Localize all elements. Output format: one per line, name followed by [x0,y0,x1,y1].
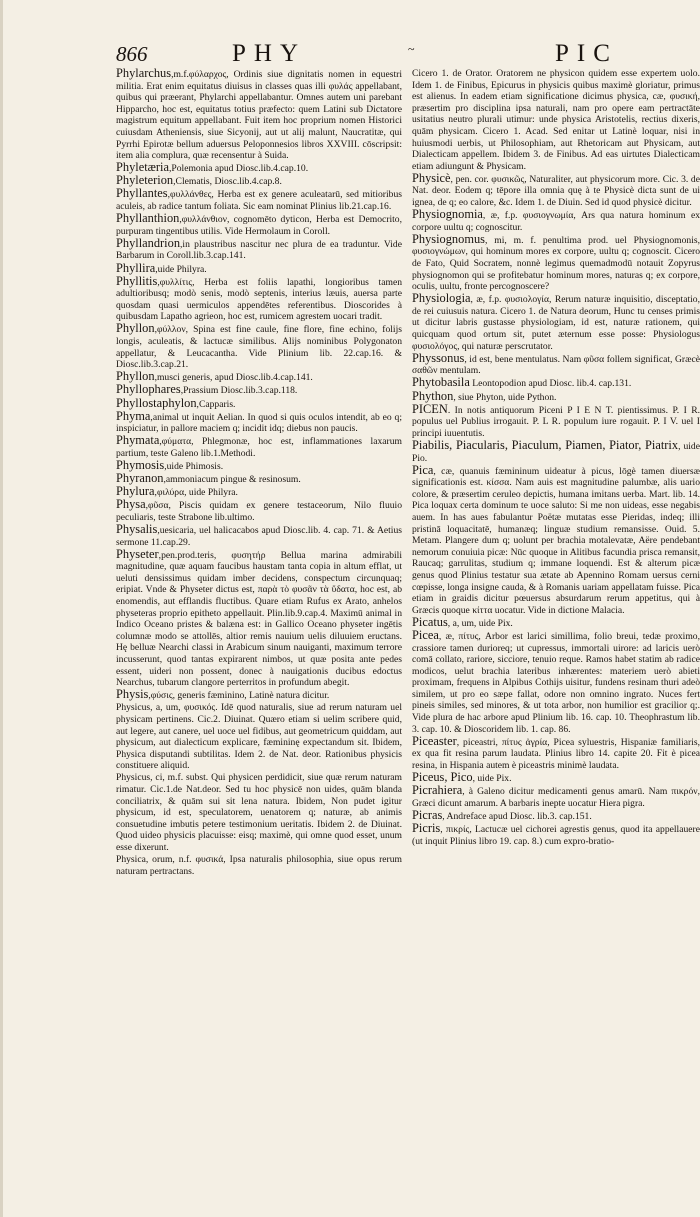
entry-headword: Phymosis [116,458,165,472]
dictionary-entry [116,235,402,262]
entry-text: , piceastri, πίτυς ἀγρία, Picea syluestris, Hispaniæ familiaris, ex qua fit resina parum laudata. Plinius libro 14. capite 20. Fit è picea resina, in Hispania autem è piceastris minimè laudata. [412,736,700,771]
entry-text: , Andreface apud Diosc. lib.3. cap.151. [442,810,592,822]
entry-headword: Physalis [116,521,158,536]
entry-text: ,φύματα, Phlegmonæ, hoc est, inflammationes laxarum partium, teste Galeno lib.1.Methodi. [116,436,402,459]
entry-text: , à Galeno dicitur medicamenti genus amarū. Nam πικρόν, Græci dicunt amarum. A barbaris inepte uocatur Hiera pigra. [412,786,700,809]
entry-headword: Phyllon [116,321,155,336]
entry-text: ,m.f.φύλαρχος, Ordinis siue dignitatis nomen in equestri militia. Erat enim equitatus diuisus in classes quas illi φυλάς appellabant, quibus qui præerant, Phylarchi appellabantur. Omnes autem uni parebant Hipparcho, hoc est, equitatus totius præfecto: quem Latini sub Dictatore magistrum equitum appellabant. Fuit item hoc proprium nomen Historici cuiusdam Atheniensis, siue Sicyonij, aut ut alij malunt, Naucratitæ, qui Pyrrhi Epirotæ bellum aduersus Peloponnesios libros XXVIII. cōscripsit: item alia complura, quæ recensentur à Suida. [116,69,402,162]
entry-headword: Phyllira [116,260,156,275]
entry-headword: Piabilis, Piacularis, Piaculum, Piamen, Piator, Piatrix [412,437,679,452]
dictionary-entry [412,462,700,617]
entry-headword: Physiognomia [412,207,483,222]
dictionary-entry [412,350,700,377]
entry-headword: Phylarchus [116,68,172,80]
dictionary-entry [116,395,402,411]
page-header [0,40,700,68]
text-columns [116,68,700,1205]
entry-text: Leontopodion apud Diosc. lib.4. cap.131. [469,378,632,390]
entry-text: ,animal ut inquit Aelian. In quod si quis oculos intendit, ab eo q; inspiciatur, in pallore maciem q; incidit idq; diebus non paucis. [116,411,402,435]
dictionary-entry [116,473,402,486]
entry-text: ,φυλλάνθες, Herba est ex genere aculeatarū, sed mitioribus aculeis, ab radice tantum foliata. Sic eam nominat Plinius lib.21.cap.16. [116,189,402,213]
entry-text: , æ, πίτυς, Arbor est larici simillima, folio breui, tedæ proximo, crassiore tamen durioreq; ut cupressus, immortali uirore: ad laricis uerò comā collato, rariore, sicciore, tenuio reque. Ramos habet statim ab radice modicos, uelut brachia lateribus inhærentes: materiem uerò abieti proximam, frequens in Alpibus Cothijs uisitur, fundens resinam thuri adeò similem, ut pro eo sæpe fallat, odore non omnino ingrato. Nuces fert pineis similes, sed minores, & ut tota arbor, non humilior est gracilior q;. Vide plura de hac arbore apud Plinium lib. 16. cap. 10. Theophrastum lib. 3. cap. 10. & Dioscoridem lib. 1. cap. 86. [412,630,700,735]
page-number: 866 [116,42,148,66]
dictionary-entry [116,213,402,237]
entry-text: ,φυλλάνθιον, cognomēto dyticon, Herba est Democrito, purpuram tingentibus utilis. Vide Hermolaum in Coroll. [116,214,402,237]
entry-text: ,φύλλον, Spina est fine caule, fine flore, fine echino, folijs longis, aculeatis, & lactucæ similibus. Alijs nominibus Polygonaton appellatur, & Leucacantha. Vide Plinium lib. 22.cap.16. & Diosc.lib.3.cap.21. [116,324,402,371]
entry-headword: Physa [116,497,146,512]
entry-text: ,in plaustribus nascitur nec plura de ea traduntur. Vide Barbarum in Coroll.lib.3.cap.141. [116,238,402,262]
entry-headword: Phylura [116,484,155,499]
entry-text: ,Prassium Diosc.lib.3.cap.118. [180,385,298,397]
entry-headword: Phyma [116,408,151,423]
entry-text: ,φῦσα, Piscis quidam ex genere testaceorum, Nilo fluuio peculiaris, teste Strabone lib.ultimo. [116,500,402,523]
entry-text: , æ, f.p. φυσιολογία, Rerum naturæ inquisitio, disceptatio, de rei cuiusuis natura. Cicero 1. de Natura deorum, Hunc tu censes primis ut dicitur labris gustasse physiologiam, id est, naturæ rationem, qui quicquam quod ortum sit, putet æternum esse posse: Physiologus φυσιολόγος, qui naturæ perscrutator. [412,294,700,352]
entry-headword: Physeter [116,546,159,561]
entry-headword: Picrahiera [412,783,463,798]
entry-text: , pen. cor. φυσικῶς, Naturaliter, aut physicorum more. Cic. 3. de Nat. deor. Eodem q; tēpore illa omnia quę à te Physicè dicta sunt de ui ignea, de q; eo calore, &c. Idem 1. de Diuin. Sed id quod physicè dicitur. [412,173,700,209]
dictionary-entry [116,521,402,548]
dictionary-entry [116,689,402,702]
dictionary-entry [412,401,700,440]
dictionary-entry [412,388,700,404]
dictionary-entry [412,209,700,233]
dictionary-entry [412,293,700,352]
dictionary-entry [116,260,402,276]
entry-text: Physica, orum, n.f. φυσικά, Ipsa naturalis philosophia, siue opus rerum naturam pertractans. [116,854,402,877]
dictionary-entry [116,546,402,689]
entry-text: . In notis antiquorum Piceni P I E N T. pientissimus. P. I R. populus uel Publius irrogauit. P. L R. populum iure rogauit. P. I V. uel I principi iuuentutis. [412,404,700,439]
dictionary-entry [412,627,700,735]
entry-headword: Picea [412,627,439,642]
dictionary-entry [116,499,402,523]
dictionary-entry [116,854,402,877]
running-head-right: PIC [555,40,618,67]
entry-headword: Phyllon [116,369,155,384]
entry-text: , uide Pix. [472,773,512,785]
entry-headword: Physis [116,687,149,702]
dictionary-entry [412,733,700,772]
entry-text: ,ammoniacum pingue & resinosum. [163,474,301,486]
entry-headword: Phytobasila [412,375,470,390]
dictionary-entry [412,170,700,209]
entry-headword: Phyleterion [116,173,174,188]
entry-headword: Piceaster [412,733,457,748]
running-head-left: PHY [232,40,307,67]
entry-text: ,φυλλίτις, Herba est foliis lapathi, longioribus tamen adultioribusq; modò senis, modò septenis, interius læuis, auersa parte quosdam quasi uermiculos appendētes referentibus. Dioscorides à quibusdam Lapatho agrieon, hoc est, rumicem agrestem uocari tradit. [116,276,402,323]
entry-text: , πικρίς, Lactucæ uel cichorei agrestis genus, quod ita appellauere (ut inquit Plinius libro 19. cap. 8.) cum expro-bratio- [412,823,700,847]
entry-text: , mi, m. f. penultima prod. uel Physiognomonis, φυσιογνώμων, qui hominum mores ex corpore, uultu q; cognoscit. Cicero de Fato, Quid Socratem, nonnè legimus quemadmodū notauit Zopyrus physiognomon qui se profitebatur hominum mores, naturas q; ex corpore, oculis, uultu, fronte percognoscere? [412,234,700,293]
dictionary-entry [412,820,700,847]
dictionary-entry [116,273,402,323]
entry-text: ,pen.prod.teris, φυσητήρ Bellua marina admirabili magnitudine, quæ aquam faucibus haustam tanta copia in altum efflat, ut ueluti densissimus quidam imber decidens, conspectum circunquaq; eripiat. Vnde & Physeter dictus est, παρὰ τὸ φυσᾶν τὰ ὕδατα, hoc est, ab enomendis, aut efflandis fluctibus. Quare etiam Rufus ex Arato, anhelos physeteras proprio epitheto appellauit. Plin.lib.9.cap.4. Maximū animal in Indico Oceano pristes & balæna est: in Gallico Oceano physeter ingētis columnæ modo se attollēs, altior remis nauium uelis diluuiem eructans. Hę belluæ Nearchi classi in Arabicum sinum nauiganti, maximum terrore incusserunt, quod tantas expirarent nimbos, ut quæ posita ante pedes essent, uideri non possent, donec à nauigationis ducibus edoctus Nearchus, tubarum clangore perterritos in profundum abegit. [116,549,402,689]
dictionary-entry [412,807,700,823]
entry-text: , a, um, uide Pix. [447,617,513,629]
entry-headword: Picras [412,807,443,822]
entry-headword: Picatus [412,614,448,629]
entry-headword: Phyllostaphylon [116,395,197,410]
dictionary-entry [116,702,402,772]
entry-text: ,uide Phimosis. [164,461,224,472]
dictionary-entry [116,188,402,212]
entry-text: ,musci generis, apud Diosc.lib.4.cap.141. [154,372,313,384]
entry-text: ,uesicaria, uel halicacabos apud Diosc.lib. 4. cap. 71. & Aetius sermone 11.cap.29. [116,524,402,548]
page-spine-shadow [0,0,3,1217]
entry-headword: Physsonus [412,350,465,365]
dictionary-entry [116,68,402,162]
entry-text: ,φιλύρα, uide Philyra. [154,487,238,499]
entry-text: , siue Phyton, uide Python. [453,391,557,403]
dictionary-entry [412,68,700,172]
dictionary-entry [412,785,700,809]
entry-text: , cæ, quanuis fæmininum uideatur à picus, lōgè tamen diuersæ significationis est. κίσσα. Nam auis est magnitudine palumbæ, alis uario colore, & præsertim ceruleo depictis, humana imitans uerba. Mart. lib. 14. Pica loquax certa dominum te uoce saluto: Si me non uideas, esse negabis auem. In has aues fabulantur Poëtæ mutatas esse Pieridas, indeq; illi pristinā loquacitatē, humanæq; linguæ studium remansisse. Ouid. 5. Metam. Plangere dum q; uolunt per brachia motalevatæ, Aëre pendebant nemorum conuiuia picæ: Nūc quoque in Alitibus facundia prisca remansit, Raucaq; garrulitas, studium q; immane loquendi. Est & alterum picæ genus quod Plinius testatur sua ætate ab Apennino Romam uersus cerni cœpisse, longa insigne cauda, & à Romanis uariam appellatam fuisse. Pica etiam in graidis dicitur pœuersus absurdarum rerum appetitus, qui à Græcis quoque κίττα uocatur. Vide in dictione Malacia. [412,465,700,616]
dictionary-entry [412,231,700,293]
entry-text: ,Clematis, Diosc.lib.4.cap.8. [173,176,282,188]
dictionary-entry [412,377,700,390]
entry-text: ,φύσις, generis fæminino, Latinè natura dicitur. [148,690,330,702]
entry-headword: Phyllitis [116,273,158,288]
dictionary-entry [116,486,402,499]
entry-headword: Physiognomus [412,231,485,246]
dictionary-entry [116,323,402,370]
entry-headword: Physiologia [412,291,471,306]
entry-headword: Pica [412,462,434,477]
entry-text: , æ, f.p. φυσιογνωμία, Ars qua natura hominum ex corpore uultu q; cognoscitur. [412,210,700,233]
entry-headword: Phyllanthion [116,211,180,226]
dictionary-entry [116,435,402,459]
right-column [412,68,700,1205]
dictionary-entry [116,408,402,435]
dictionary-entry [412,614,700,630]
entry-headword: Phyletæria [116,160,169,175]
printer-mark: ~ [408,42,415,56]
entry-text: ,uide Philyra. [155,263,207,275]
entry-headword: Piceus, Pico [412,770,473,785]
entry-headword: Phymata [116,433,160,448]
entry-text: Cicero 1. de Orator. Oratorem ne physicon quidem esse expertem uolo. Idem 1. de Finibus, Epicurus in physicis quibus maximè gloriatur, primus est alienus. In eadem etiam significatione dicimus physica, cæ, φυσική, præsertim pro disciplina ipsa naturali, nam pro opere eam pertractāte usitatius neutro plurali utimur: unde physica Aristotelis, rectius dixeris, quām physicam. Cicero 1. Acad. Sed enitar ut Latinè loquar, nisi in huiusmodi uerbis, ut Philosophiam, aut Rhetoricam aut Physicam, aut Dialecticam appellem. Ibidem 3. de Finibus. Ad eas uirtutes Dialecticam etiam adiungunt & Physicam. [412,68,700,172]
entry-headword: Picris [412,820,441,835]
left-column [116,68,402,1205]
entry-text: , id est, bene mentulatus. Nam φῦσα follem significat, Græcè σαθῶν mentulam. [412,353,700,377]
entry-headword: PICEN [412,401,448,416]
dictionary-entry [116,772,402,853]
entry-headword: Physicè [412,170,451,185]
entry-text: , uide Pio. [412,440,700,464]
entry-headword: Phyllantes [116,186,168,201]
entry-text: ,Polemonia apud Diosc.lib.4.cap.10. [169,163,309,175]
entry-text: Physicus, ci, m.f. subst. Qui physicen perdidicit, siue quæ rerum naturam rimatur. Cic.1.de Nat.deor. Sed tu hoc physicē non uides, quām blanda conciliatrix, & quām sui sit lena natura. Ibidem, Non pudet igitur physicum, id est, speculatorem, uenatorem q; naturæ, ab animis consuetudine imbutis petere testimonium ueritatis. Ibidem 2. de Diuinat. Quod uideo physicis placuisse: eisq; maximè, qui omne quod esset, unum esse dixerunt. [116,772,402,853]
entry-headword: Phython [412,388,454,403]
entry-headword: Phyllophares [116,382,181,397]
entry-text: Physicus, a, um, φυσικός. Idē quod naturalis, siue ad rerum naturam uel physicam pertinens. Cic.2. Diuinat. Quæro etiam si uelim scribere quid, aut legere, aut canere, uel uoce uel fidibus, aut geometricum quiddam, aut physicum, aut dialecticum explicare, fæmininę expectandum sit. Ibidem, Physica disputandi subtilitas. Idem 2. de Nat. deor. Rationibus physicis constituere aliquid. [116,702,402,772]
entry-text: ,Capparis. [196,398,236,410]
entry-headword: Phyllandrion [116,235,181,250]
dictionary-entry [412,437,700,464]
entry-headword: Phyranon [116,471,164,486]
